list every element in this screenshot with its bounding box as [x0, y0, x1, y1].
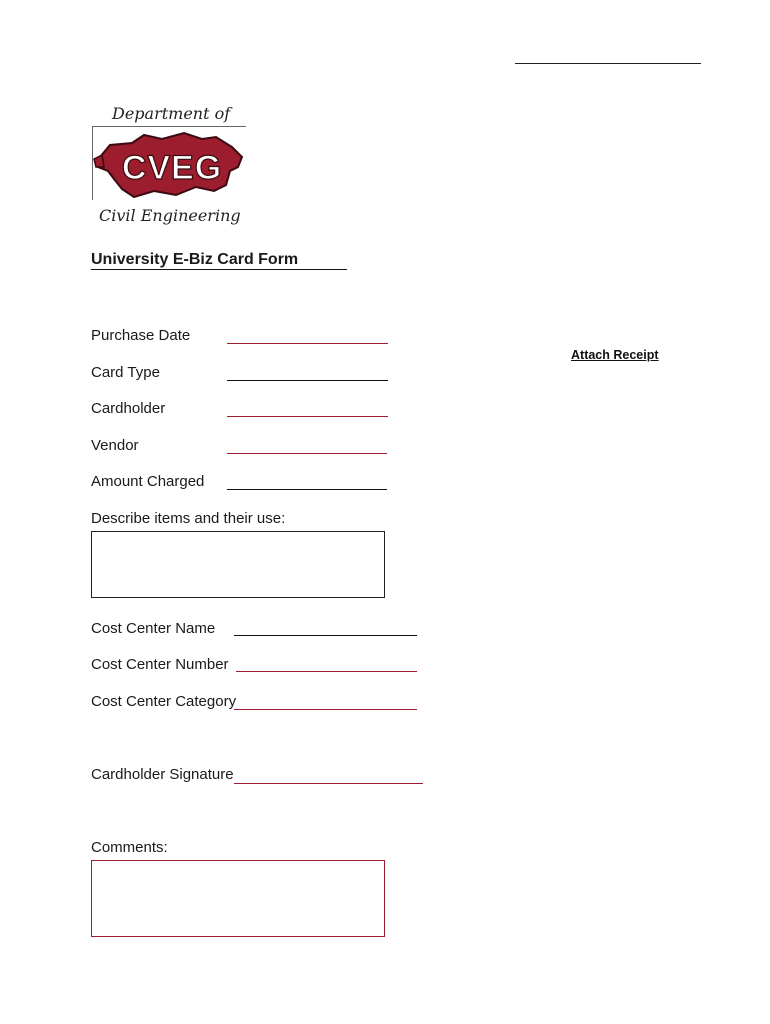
cost-center-category-field[interactable] [234, 709, 417, 710]
card-type-label: Card Type [91, 364, 160, 381]
purchase-date-label: Purchase Date [91, 327, 191, 344]
form-title: University E-Biz Card Form [91, 251, 299, 268]
department-of-caption: Department of [112, 104, 231, 123]
civil-engineering-caption: Civil Engineering [99, 206, 241, 225]
attach-receipt-note: Attach Receipt [571, 348, 659, 362]
amount-charged-label: Amount Charged [91, 473, 205, 490]
comments-textbox[interactable] [91, 860, 385, 937]
purchase-date-field[interactable] [227, 343, 388, 344]
card-type-field[interactable] [227, 380, 388, 381]
describe-items-label: Describe items and their use: [91, 510, 286, 527]
cost-center-name-label: Cost Center Name [91, 620, 216, 637]
vendor-label: Vendor [91, 437, 139, 454]
cardholder-field[interactable] [227, 416, 388, 417]
top-right-blank-line[interactable] [515, 63, 701, 64]
cost-center-number-field[interactable] [236, 671, 417, 672]
comments-label: Comments: [91, 839, 168, 856]
logo-hog-snout [94, 155, 104, 167]
describe-items-textbox[interactable] [91, 531, 385, 598]
cveg-razorback-logo [92, 127, 248, 203]
cardholder-label: Cardholder [91, 400, 166, 417]
cost-center-name-field[interactable] [234, 635, 417, 636]
cost-center-number-label: Cost Center Number [91, 656, 229, 673]
logo-letters: CVEG [121, 149, 223, 187]
amount-charged-field[interactable] [227, 489, 387, 490]
form-title-underline [91, 269, 347, 270]
cardholder-signature-label: Cardholder Signature [91, 766, 234, 783]
cardholder-signature-field[interactable] [234, 783, 423, 784]
cost-center-category-label: Cost Center Category [91, 693, 237, 710]
vendor-field[interactable] [227, 453, 387, 454]
